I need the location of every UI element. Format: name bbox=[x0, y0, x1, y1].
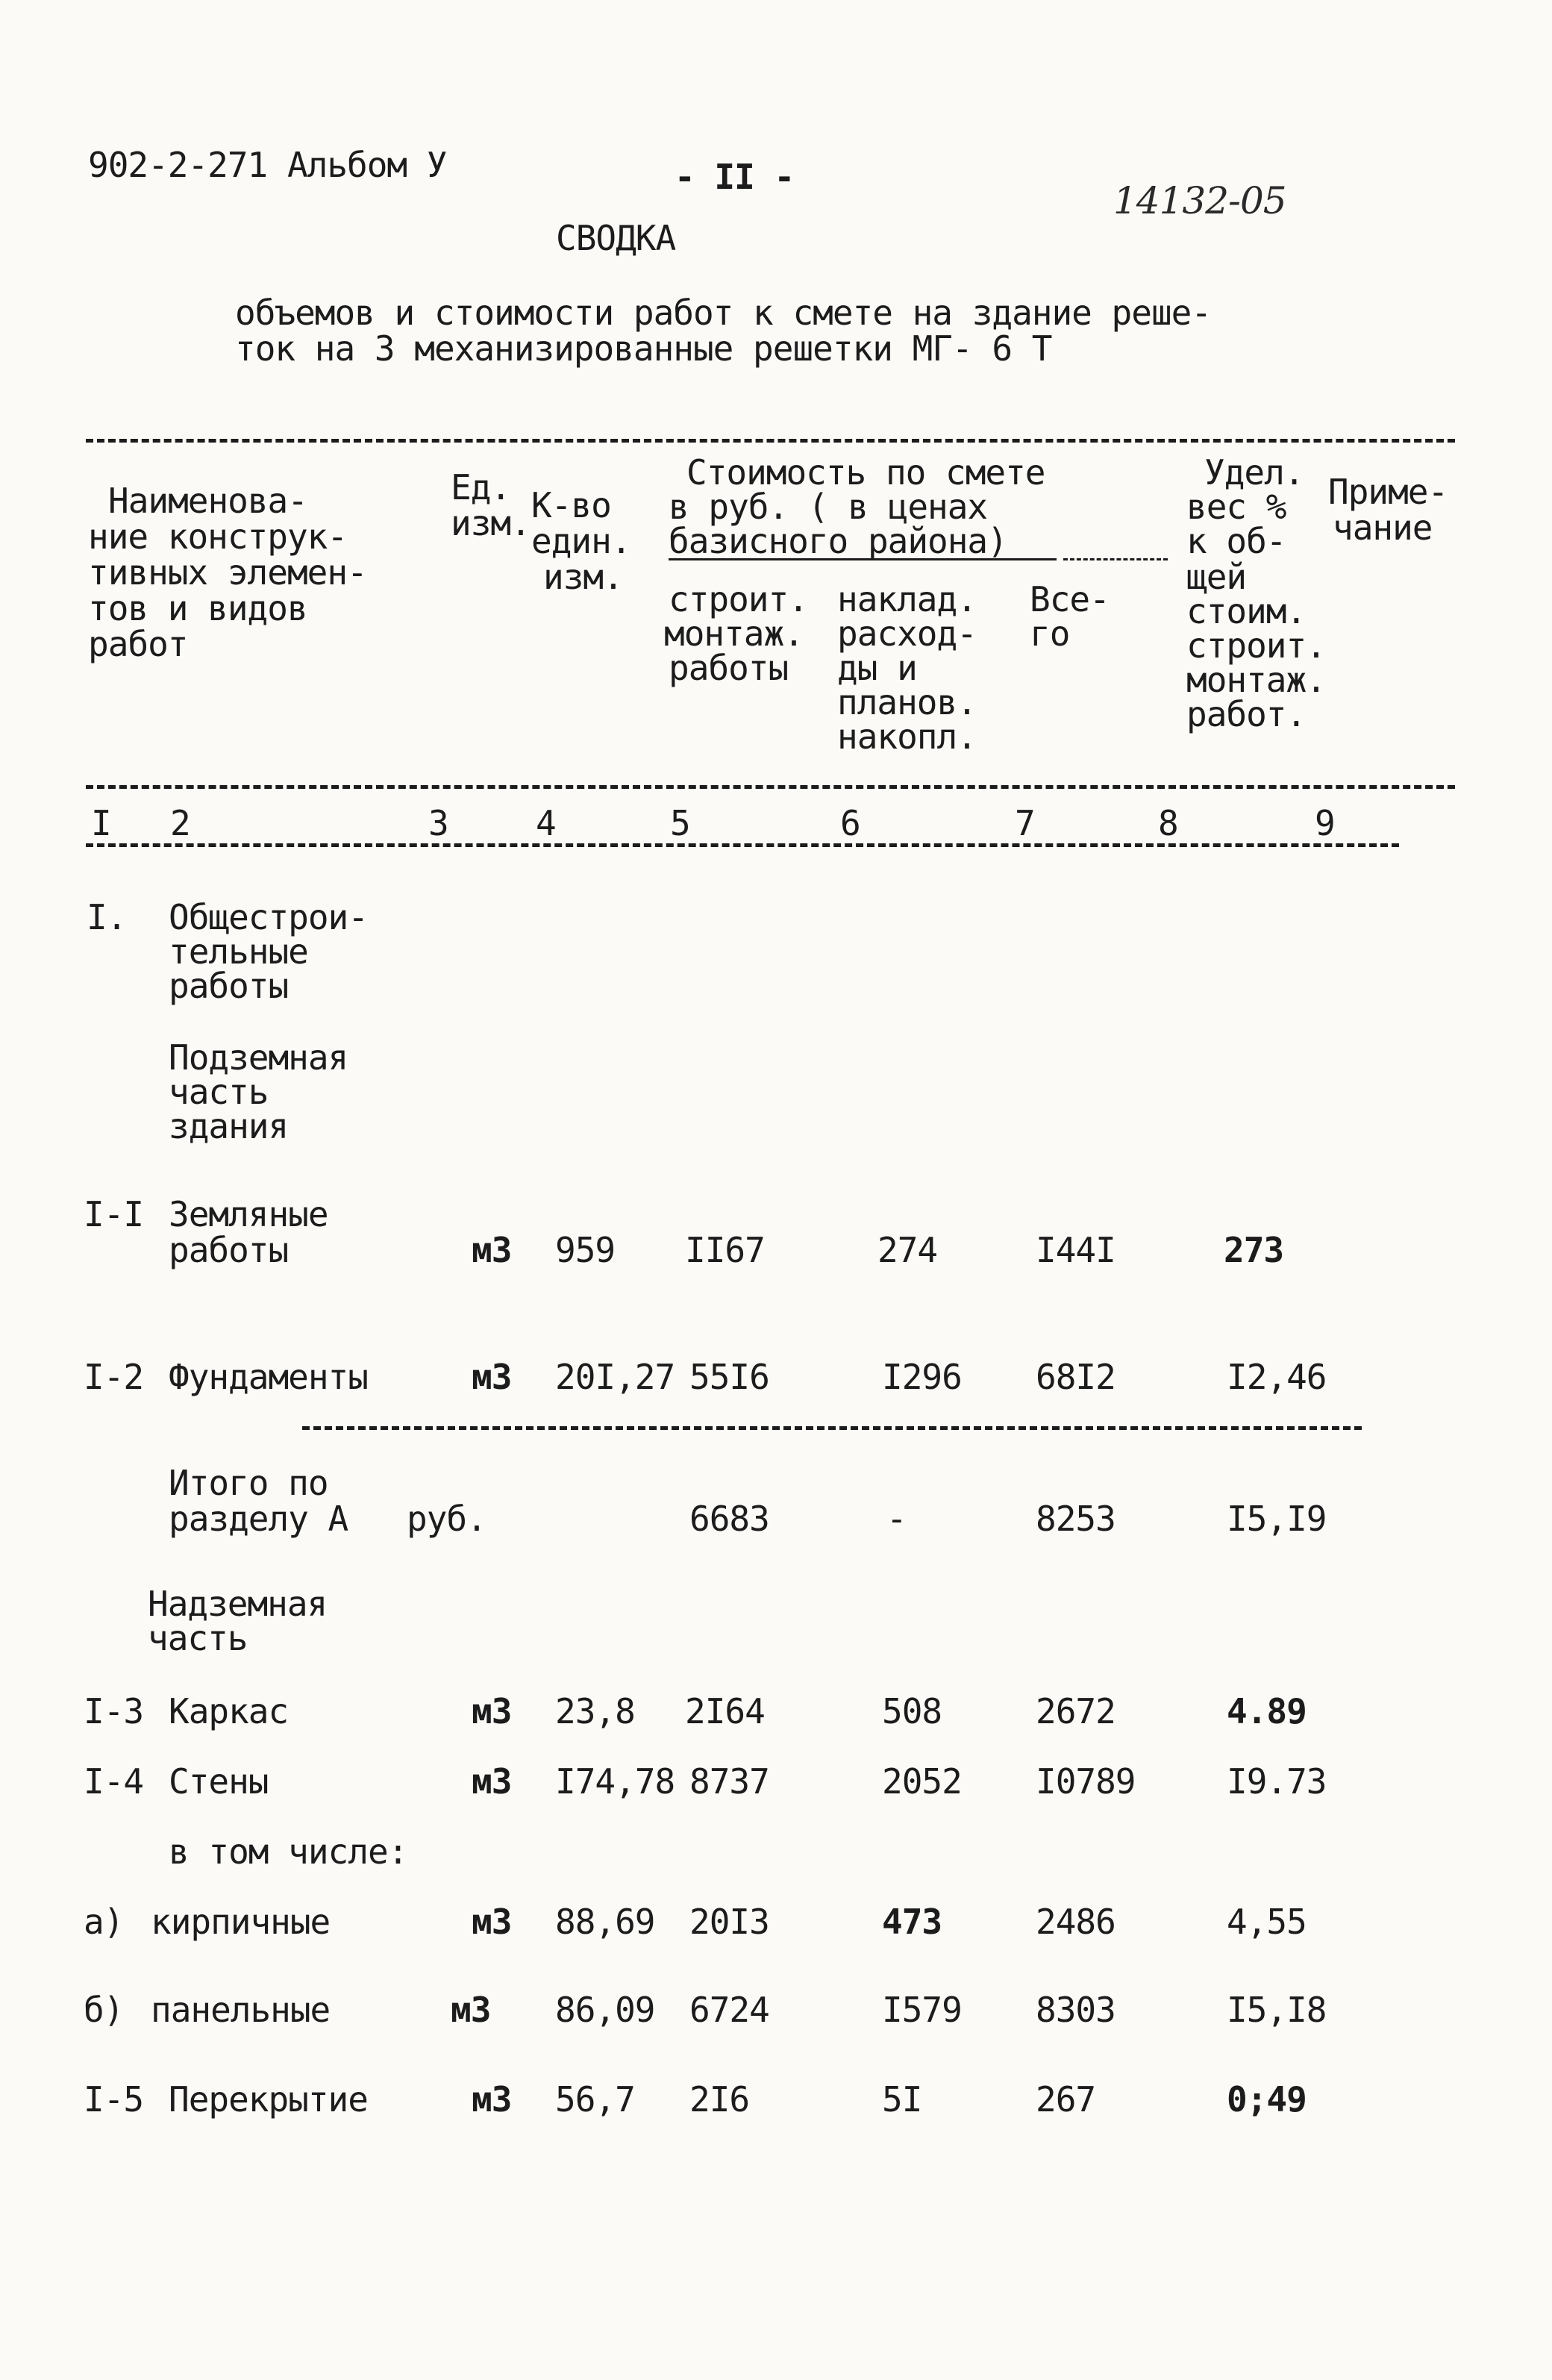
document-title: СВОДКА bbox=[556, 218, 676, 258]
subtotal-rule bbox=[302, 1426, 1362, 1430]
header-bottom-rule bbox=[86, 785, 1455, 789]
cost-group-underline bbox=[669, 558, 1057, 560]
column-numbers-rule bbox=[86, 843, 1399, 847]
including-label: в том числе: bbox=[169, 1831, 408, 1872]
page-number: - II - bbox=[675, 157, 795, 197]
cost-group-dash bbox=[1063, 558, 1168, 560]
subtitle-line-1: объемов и стоимости работ к смете на здание реше- bbox=[235, 293, 1212, 333]
handwritten-number: 14132-05 bbox=[1113, 179, 1286, 222]
subtitle-line-2: ток на 3 механизированные решетки МГ- 6 Т bbox=[235, 328, 1052, 369]
header-top-rule bbox=[86, 439, 1455, 443]
album-code: 902-2-271 Альбом У bbox=[88, 145, 447, 185]
